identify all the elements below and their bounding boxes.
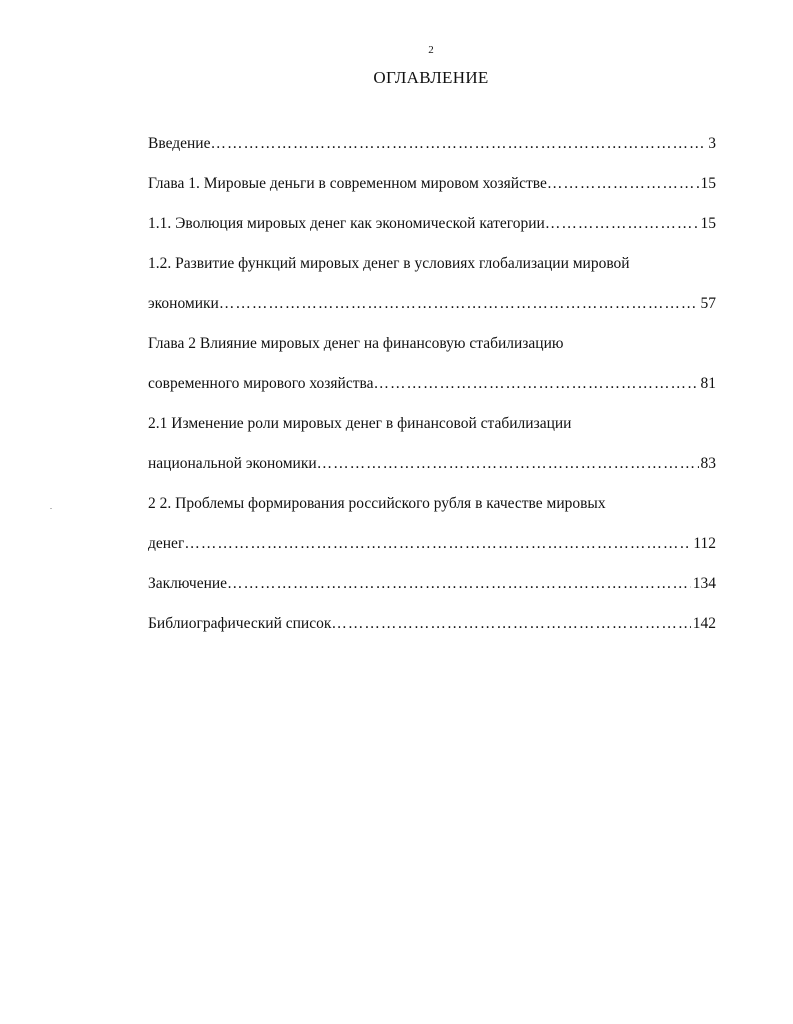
toc-entry-conclusion[interactable] — [148, 564, 716, 604]
toc-entry-section-1-2-line2[interactable] — [148, 284, 716, 324]
toc-entry-page: 112 — [693, 535, 716, 552]
toc-entry-label: национальной экономики — [148, 455, 317, 472]
toc-entry-page: 57 — [700, 295, 716, 312]
dot-leader — [210, 124, 706, 164]
toc-entry-page: 83 — [700, 455, 716, 472]
dot-leader — [227, 564, 691, 604]
toc-entry-chapter-2-line2[interactable] — [148, 364, 716, 404]
table-of-contents — [148, 124, 716, 644]
toc-entry-label: денег — [148, 535, 185, 552]
dot-leader — [317, 444, 699, 484]
dot-leader — [219, 284, 699, 324]
toc-entry-section-2-2-line2[interactable] — [148, 524, 716, 564]
toc-entry-section-2-1-line1[interactable] — [148, 404, 716, 444]
toc-entry-label: современного мирового хозяйства — [148, 375, 374, 392]
toc-entry-page: 15 — [700, 175, 716, 192]
toc-entry-section-1-1[interactable] — [148, 204, 716, 244]
toc-entry-bibliography[interactable] — [148, 604, 716, 644]
dot-leader — [545, 204, 699, 244]
toc-entry-label: экономики — [148, 295, 219, 312]
dot-leader — [547, 164, 699, 204]
toc-entry-label: Библиографический список — [148, 615, 332, 632]
toc-entry-section-2-1-line2[interactable] — [148, 444, 716, 484]
toc-entry-page: 3 — [708, 135, 716, 152]
toc-entry-page: 15 — [700, 215, 716, 232]
dot-leader — [331, 604, 690, 644]
toc-entry-page: 134 — [692, 575, 716, 592]
toc-entry-page: 81 — [700, 375, 716, 392]
dot-leader — [373, 364, 698, 404]
page-title: ОГЛАВЛЕНИЕ — [373, 68, 489, 87]
toc-entry-label: Глава 2 Влияние мировых денег на финансовую стабилизацию — [148, 335, 564, 352]
toc-entry-section-1-2-line1[interactable] — [148, 244, 716, 284]
toc-entry-label: Введение — [148, 135, 211, 152]
toc-entry-label: Заключение — [148, 575, 228, 592]
toc-entry-section-2-2-line1[interactable] — [148, 484, 716, 524]
toc-entry-chapter-2-line1[interactable] — [148, 324, 716, 364]
toc-entry-label: Глава 1. Мировые деньги в современном мировом хозяйстве — [148, 175, 547, 192]
toc-entry-label: 1.1. Эволюция мировых денег как экономической категории — [148, 215, 545, 232]
toc-entry-chapter-1[interactable] — [148, 164, 716, 204]
toc-entry-page: 142 — [692, 615, 716, 632]
toc-entry-introduction[interactable] — [148, 124, 716, 164]
dot-leader — [184, 524, 691, 564]
toc-entry-label: 2 2. Проблемы формирования российского рубля в качестве мировых — [148, 495, 606, 512]
page-number: 2 — [428, 44, 434, 56]
toc-entry-label: 2.1 Изменение роли мировых денег в финансовой стабилизации — [148, 415, 572, 432]
toc-entry-label: 1.2. Развитие функций мировых денег в условиях глобализации мировой — [148, 255, 630, 272]
scan-margin-mark — [50, 508, 52, 509]
